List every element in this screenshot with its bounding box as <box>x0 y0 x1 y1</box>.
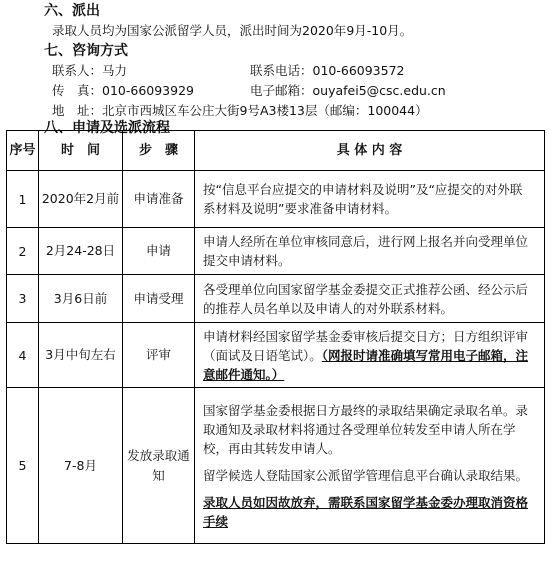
contact-fax: 传 真：010-66093929 <box>52 83 194 98</box>
row-content-text: 留学候选人登陆国家公派留学管理信息平台确认录取结果。 <box>203 467 529 483</box>
row-time: 7-8月 <box>39 388 123 544</box>
table-row <box>7 388 545 544</box>
section-heading-process: 八、申请及选派流程 <box>44 120 170 136</box>
row-no: 1 <box>7 171 39 228</box>
email-notice-emphasis: （网报时请准确填写常用电子邮箱，注意邮件通知。） <box>203 347 529 382</box>
contact-email: 电子邮箱：ouyafei5@csc.edu.cn <box>250 83 446 98</box>
header-content: 具 体 内 容 <box>195 131 545 171</box>
row-content-text: 申请人经所在单位审核同意后，进行网上报名并向受理单位提交申请材料。 <box>203 234 529 268</box>
row-content <box>195 323 545 388</box>
contact-person: 联系人：马力 <box>52 63 128 78</box>
table-header-row <box>7 131 545 171</box>
row-no: 5 <box>7 388 39 544</box>
row-time: 3月6日前 <box>39 275 123 323</box>
row-step: 申请 <box>123 228 195 275</box>
row-step: 发放录取通知 <box>123 388 195 544</box>
section-heading-contact: 七、咨询方式 <box>44 43 128 59</box>
row-content-text: 按“信息平台应提交的申请材料及说明”及“应提交的对外联系材料及说明”要求准备申请材料。 <box>203 182 523 216</box>
row-time: 2月24-28日 <box>39 228 123 275</box>
row-content-text: 各受理单位向国家留学基金委提交正式推荐公函、经公示后的推荐人员名单以及申请人的对外联系材料。 <box>203 281 529 316</box>
row-no: 3 <box>7 275 39 323</box>
contact-address: 地 址：北京市西城区车公庄大街9号A3楼13层（邮编：100044） <box>52 103 428 118</box>
contact-phone: 联系电话：010-66093572 <box>250 63 405 78</box>
row-content <box>195 228 545 275</box>
row-time: 2020年2月前 <box>39 171 123 228</box>
row-content <box>195 171 545 228</box>
row-content <box>195 275 545 323</box>
row-content-plain: 申请材料经国家留学基金委审核后提交日方；日方组织评审（面试及日语笔试）。 <box>203 328 529 363</box>
header-time: 时 间 <box>39 131 123 171</box>
row-content-text: 国家留学基金委根据日方最终的录取结果确定录取名单。录取通知及录取材料将通过各受理单位转发至申请人所在学校，再由其转发申请人。 <box>203 402 529 456</box>
header-no: 序号 <box>7 131 39 171</box>
row-step: 申请准备 <box>123 171 195 228</box>
row-step: 评审 <box>123 323 195 388</box>
row-content-text <box>203 327 534 384</box>
row-step: 申请受理 <box>123 275 195 323</box>
process-table <box>6 130 545 544</box>
row-no: 4 <box>7 323 39 388</box>
withdrawal-notice-emphasis: 录取人员如因故放弃，需联系国家留学基金委办理取消资格手续 <box>203 494 529 529</box>
row-time: 3月中旬左右 <box>39 323 123 388</box>
dispatch-text: 录取人员均为国家公派留学人员，派出时间为2020年9月-10月。 <box>52 23 413 38</box>
row-content <box>195 388 545 544</box>
table-row <box>7 228 545 275</box>
table-row <box>7 171 545 228</box>
table-row <box>7 275 545 323</box>
row-no: 2 <box>7 228 39 275</box>
section-heading-dispatch: 六、派出 <box>44 3 100 19</box>
header-step: 步 骤 <box>123 131 195 171</box>
table-row <box>7 323 545 388</box>
